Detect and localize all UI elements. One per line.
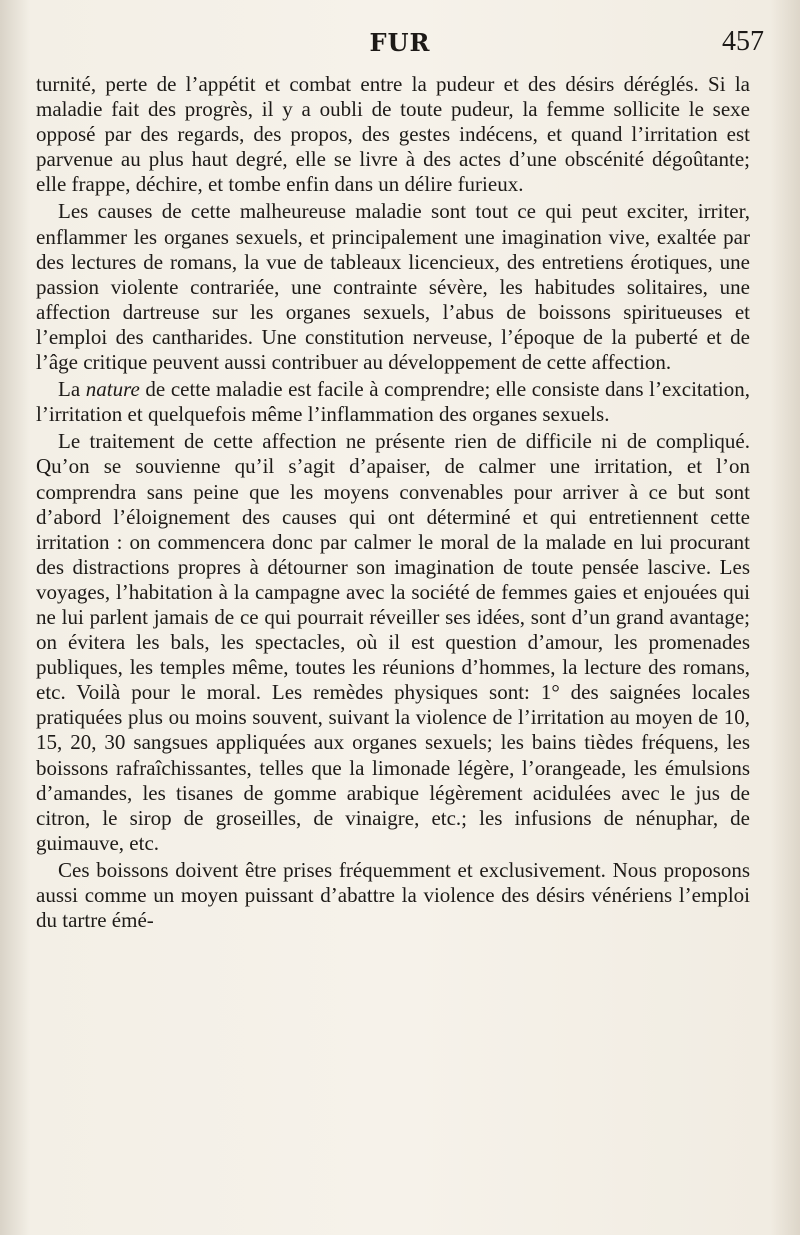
paragraph-drinks: Ces boissons doivent être prises fréquemment et exclusivement. Nous proposons aussi comme un moyen puissant d’abattre la violence des désirs vénériens l’emploi du tartre émé- [36, 857, 750, 933]
nature-emphasis: nature [85, 377, 140, 402]
body-text [36, 72, 750, 935]
running-head: FUR [369, 28, 431, 57]
paragraph-treatment: Le traitement de cette affection ne présente rien de difficile ni de compliqué. Qu’on se souvienne qu’il s’agit d’apaiser, de calmer une irritation, et l’on comprendra sans peine que les moyens convenables pour arriver à ce but sont d’abord l’éloignement des causes qui ont déterminé et qui entretiennent cette irritation : on commencera donc par calmer le moral de la malade en lui procurant des distractions propres à détourner son imagination de toute pensée lascive. Les voyages, l’habitation à la campagne avec la société de femmes gaies et enjouées qui ne lui parlent jamais de ce qui pourrait réveiller ses idées, sont d’un grand avantage; on évitera les bals, les spectacles, où il est question d’amour, les promenades publiques, les temples même, toutes les réunions d’hommes, la lecture des romans, etc. Voilà pour le moral. Les remèdes physiques sont: 1° des saignées locales pratiquées plus ou moins souvent, suivant la violence de l’irritation au moyen de 10, 15, 20, 30 sangsues appliquées aux organes sexuels; les bains tièdes fréquens, les boissons rafraîchissantes, telles que la limonade légère, l’orangeade, les émulsions d’amandes, les tisanes de gomme arabique légèrement acidulées avec le jus de citron, le sirop de groseilles, de vinaigre, etc.; les infusions de nénuphar, de guimauve, etc. [36, 429, 750, 855]
nature-rest: de cette maladie est facile à comprendre; elle consiste dans l’excitation, l’irritation et quelquefois même l’inflammation des organes sexuels. [36, 377, 750, 427]
page-number: 457 [722, 26, 764, 57]
paragraph-nature [36, 377, 750, 427]
paragraph-causes: Les causes de cette malheureuse maladie sont tout ce qui peut exciter, irriter, enflammer les organes sexuels, et principalement une imagination vive, exaltée par des lectures de romans, la vue de tableaux licencieux, des entretiens érotiques, une passion violente contrariée, une contrainte sévère, les habitudes solitaires, une affection dartreuse sur les organes sexuels, l’abus de boissons spiritueuses et l’emploi des cantharides. Une constitution nerveuse, l’époque de la puberté et de l’âge critique peuvent aussi contribuer au développement de cette affection. [36, 199, 750, 375]
paragraph-symptoms: turnité, perte de l’appétit et combat entre la pudeur et des désirs déréglés. Si la maladie fait des progrès, il y a oubli de toute pudeur, la femme sollicite le sexe opposé par des regards, des propos, des gestes indécens, et quand l’irritation est parvenue au plus haut degré, elle se livre à des actes d’une obscénité dégoûtante; elle frappe, déchire, et tombe enfin dans un délire furieux. [36, 72, 750, 197]
page-header [36, 28, 764, 68]
nature-lead: La [58, 377, 81, 402]
